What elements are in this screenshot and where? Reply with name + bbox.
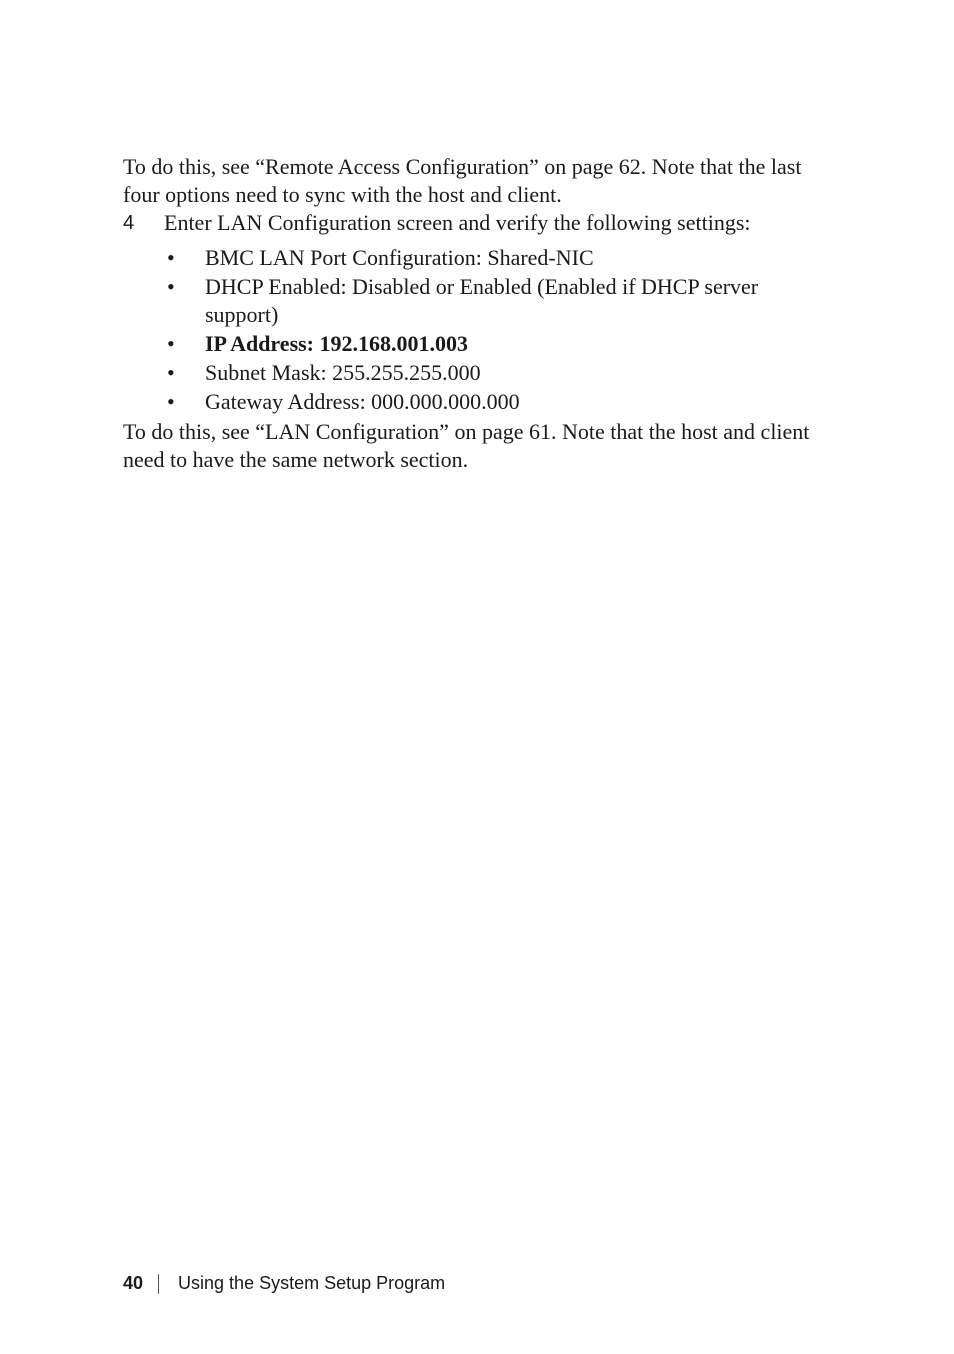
step-text: Enter LAN Configuration screen and verify the following settings: [164, 210, 751, 235]
section-title: Using the System Setup Program [178, 1273, 446, 1293]
bullet-icon: • [167, 360, 175, 385]
list-item [163, 244, 823, 272]
footer-divider [158, 1274, 159, 1294]
outro-paragraph: To do this, see “LAN Configuration” on page 61. Note that the host and client need to have the same network section. [123, 419, 810, 472]
step-number: 4 [123, 212, 135, 234]
bullet-icon: • [167, 274, 175, 299]
bullet-icon: • [167, 245, 175, 270]
intro-paragraph: To do this, see “Remote Access Configuration” on page 62. Note that the last four options need to sync with the host and client. [123, 154, 802, 207]
settings-list [163, 244, 823, 417]
list-item [163, 330, 823, 358]
list-item-text: Subnet Mask: 255.255.255.000 [205, 360, 481, 385]
list-item [163, 273, 823, 329]
page-number: 40 [123, 1273, 144, 1293]
list-item [163, 388, 823, 416]
page-footer [123, 1271, 445, 1295]
list-item [163, 359, 823, 387]
bullet-icon: • [167, 331, 175, 356]
list-item-text: Gateway Address: 000.000.000.000 [205, 389, 520, 414]
list-item-text: IP Address: 192.168.001.003 [205, 331, 469, 356]
list-item-text: DHCP Enabled: Disabled or Enabled (Enabled if DHCP server support) [205, 274, 759, 327]
list-item-text: BMC LAN Port Configuration: Shared-NIC [205, 245, 594, 270]
bullet-icon: • [167, 389, 175, 414]
